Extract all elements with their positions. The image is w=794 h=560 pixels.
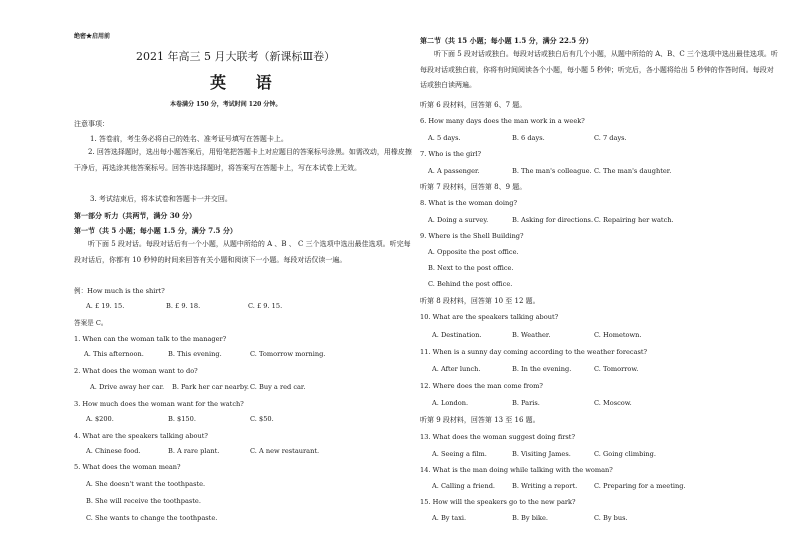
exam-title: 2021 年高三 5 月大联考（新课标Ⅲ卷）: [136, 50, 336, 63]
q9-option-c: C. Behind the post office.: [428, 280, 513, 288]
q8-option-b: B. Asking for directions.: [512, 216, 594, 224]
question-14: 14. What is the man doing while talking with the woman?: [420, 466, 613, 474]
q4-option-b: B. A rare plant.: [168, 447, 220, 455]
q15-option-a: A. By taxi.: [432, 514, 467, 522]
q9-option-a: A. Opposite the post office.: [428, 248, 519, 256]
q13-option-b: B. Visiting James.: [512, 450, 571, 458]
group-8-instruction: 听第 8 段材料，回答第 10 至 12 题。: [420, 297, 540, 305]
q12-option-c: C. Moscow.: [594, 399, 632, 407]
q2-option-b: B. Park her car nearby.: [172, 383, 250, 391]
q3-option-c: C. $50.: [250, 415, 274, 423]
q14-option-c: C. Preparing for a meeting.: [594, 482, 686, 490]
section2-intro: 听下面 5 段对话或独白。每段对话或独白后有几个小题，从题中所给的 A、B、C 三个选项中选出最佳选项。听每段对话或独白前，你将有时间阅读各个小题，每小题 5 秒钟；听完后，各小题将给出 5 秒钟的作答时间。每段对话或独白读两遍。: [420, 50, 778, 90]
note-2: 2. 回答选择题时，选出每小题答案后，用铅笔把答题卡上对应题目的答案标号涂黑。如需改动，用橡皮擦干净后，再选涂其他答案标号。回答非选择题时，将答案写在答题卡上，写在本试卷上无效。: [74, 148, 412, 172]
q15-option-b: B. By bike.: [512, 514, 549, 522]
question-2: 2. What does the woman want to do?: [74, 367, 198, 375]
q13-option-a: A. Seeing a film.: [432, 450, 487, 458]
q10-option-a: A. Destination.: [432, 331, 482, 339]
section1-heading: 第一节（共 5 小题；每小题 1.5 分，满分 7.5 分）: [74, 226, 237, 235]
example-option-b: B. £ 9. 18.: [166, 302, 201, 310]
example-option-c: C. £ 9. 15.: [248, 302, 283, 310]
question-6: 6. How many days does the man work in a week?: [420, 117, 585, 125]
q14-option-b: B. Writing a report.: [512, 482, 578, 490]
q3-option-a: A. $200.: [86, 415, 114, 423]
section1-intro: 听下面 5 段对话。每段对话后有一个小题，从题中所给的 A 、B 、 C 三个选项中选出最佳选项。听完每段对话后，你都有 10 秒钟的时间来回答有关小题和阅读下一小题。每段对话仅读一遍。: [74, 240, 411, 264]
q13-option-c: C. Going climbing.: [594, 450, 656, 458]
question-15: 15. How will the speakers go to the new park?: [420, 498, 576, 506]
q6-option-a: A. 5 days.: [428, 134, 461, 142]
question-12: 12. Where does the man come from?: [420, 382, 543, 390]
q9-option-b: B. Next to the post office.: [428, 264, 514, 272]
question-7: 7. Who is the girl?: [420, 150, 482, 158]
question-5: 5. What does the woman mean?: [74, 463, 181, 471]
group-9-instruction: 听第 9 段材料，回答第 13 至 16 题。: [420, 416, 540, 424]
question-1: 1. When can the woman talk to the manager?: [74, 335, 227, 343]
group-7-instruction: 听第 7 段材料，回答第 8、9 题。: [420, 183, 527, 191]
question-10: 10. What are the speakers talking about?: [420, 313, 559, 321]
q7-option-c: C. The man's daughter.: [594, 167, 672, 175]
question-11: 11. When is a sunny day coming according to the weather forecast?: [420, 348, 648, 356]
q7-option-a: A. A passenger.: [428, 167, 480, 175]
question-13: 13. What does the woman suggest doing first?: [420, 433, 575, 441]
example-option-a: A. £ 19. 15.: [86, 302, 125, 310]
secret-label: 绝密★启用前: [74, 33, 111, 40]
q7-option-b: B. The man's colleague.: [512, 167, 592, 175]
q5-option-b: B. She will receive the toothpaste.: [86, 497, 201, 505]
example-answer: 答案是 C。: [74, 319, 108, 327]
note-3: 3. 考试结束后，将本试卷和答题卡一并交回。: [90, 195, 232, 203]
q4-option-c: C. A new restaurant.: [250, 447, 320, 455]
q1-option-a: A. This afternoon.: [84, 350, 144, 358]
q2-option-c: C. Buy a red car.: [250, 383, 306, 391]
q1-option-b: B. This evening.: [168, 350, 222, 358]
q6-option-b: B. 6 days.: [512, 134, 545, 142]
q5-option-a: A. She doesn't want the toothpaste.: [86, 480, 206, 488]
part1-heading: 第一部分 听力（共两节，满分 30 分）: [74, 211, 197, 220]
q2-option-a: A. Drive away her car.: [90, 383, 165, 391]
q8-option-c: C. Repairing her watch.: [594, 216, 674, 224]
group-6-instruction: 听第 6 段材料，回答第 6、7 题。: [420, 101, 527, 109]
q4-option-a: A. Chinese food.: [86, 447, 141, 455]
question-4: 4. What are the speakers talking about?: [74, 432, 208, 440]
q14-option-a: A. Calling a friend.: [432, 482, 496, 490]
q11-option-c: C. Tomorrow.: [594, 365, 639, 373]
question-3: 3. How much does the woman want for the watch?: [74, 400, 244, 408]
q6-option-c: C. 7 days.: [594, 134, 627, 142]
note-1: 1. 答卷前，考生务必将自己的姓名、准考证号填写在答题卡上。: [90, 135, 288, 143]
q10-option-c: C. Hometown.: [594, 331, 642, 339]
q10-option-b: B. Weather.: [512, 331, 551, 339]
section2-heading: 第二节（共 15 小题；每小题 1.5 分，满分 22.5 分）: [420, 36, 593, 45]
question-9: 9. Where is the Shell Building?: [420, 232, 524, 240]
q15-option-c: C. By bus.: [594, 514, 628, 522]
subject-title: 英 语: [210, 73, 284, 92]
q1-option-c: C. Tomorrow morning.: [250, 350, 326, 358]
q8-option-a: A. Doing a survey.: [428, 216, 489, 224]
q5-option-c: C. She wants to change the toothpaste.: [86, 514, 218, 522]
score-note: 本卷满分 150 分，考试时间 120 分钟。: [170, 101, 282, 108]
q3-option-b: B. $150.: [168, 415, 196, 423]
q11-option-a: A. After lunch.: [432, 365, 481, 373]
q11-option-b: B. In the evening.: [512, 365, 572, 373]
example-question: 例：How much is the shirt?: [74, 287, 165, 295]
q12-option-a: A. London.: [432, 399, 469, 407]
q12-option-b: B. Paris.: [512, 399, 540, 407]
question-8: 8. What is the woman doing?: [420, 199, 518, 207]
notes-heading: 注意事项：: [74, 120, 109, 128]
